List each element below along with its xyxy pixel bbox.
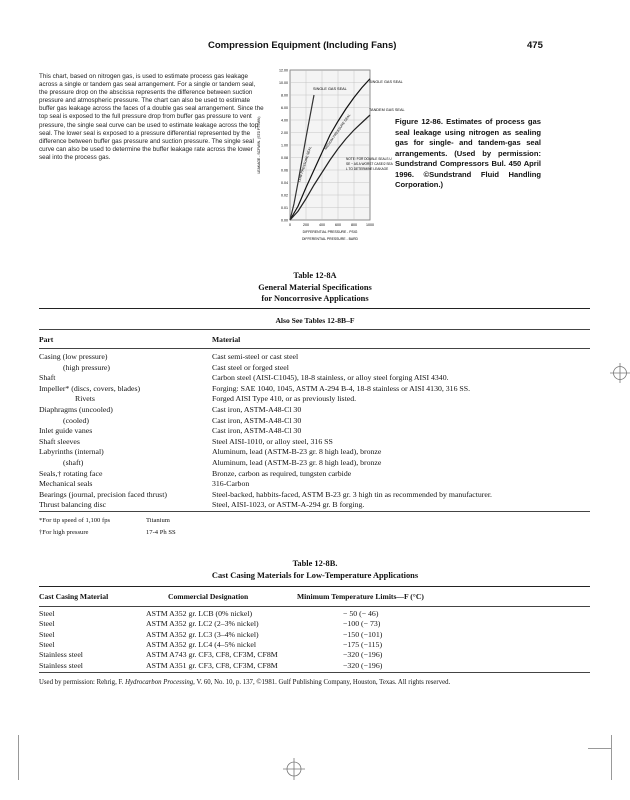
chart-annotation: SINGLE GAS SEAL bbox=[313, 87, 347, 91]
table-b-cell-designation: ASTM A352 gr. LC4 (4–5% nickel bbox=[146, 639, 257, 649]
source-suffix: V. 60, No. 10, p. 137, ©1981. Gulf Publishing Company, Houston, Texas. All rights reserved. bbox=[196, 679, 451, 686]
table-b-title bbox=[0, 558, 630, 581]
table-a-header-part: Part bbox=[39, 335, 54, 344]
y-tick-label: 0.01 bbox=[281, 206, 288, 210]
table-a-cell-part: (shaft) bbox=[63, 458, 84, 467]
table-b-cell-designation: ASTM A351 gr. CF3, CF8, CF3M, CF8M bbox=[146, 660, 278, 670]
table-a-cell-material: Steel AISI-1010, or alloy steel, 316 SS bbox=[212, 436, 333, 446]
table-a-cell-material: Cast iron, ASTM-A48-Cl 30 bbox=[212, 405, 302, 414]
chart-annotation: LOW PRESSURE SEAL bbox=[297, 145, 313, 183]
crop-mark bbox=[588, 748, 612, 749]
y-tick-label: 12.00 bbox=[279, 68, 288, 73]
chart-annotation: SE ~ AS A WORST CASE/2 SEA bbox=[346, 162, 393, 166]
table-b-cell-material: Stainless steel bbox=[39, 660, 83, 670]
leakage-chart-svg bbox=[250, 62, 405, 248]
table-a-cell-part: Impeller* (discs, covers, blades) bbox=[39, 383, 141, 393]
y-tick-label: 2.00 bbox=[281, 131, 288, 135]
table-a-footnote-value: 17-4 Ph SS bbox=[146, 529, 176, 536]
table-a-title-line: Table 12-8A bbox=[293, 271, 337, 280]
table-a-title-line: General Material Specifications bbox=[258, 282, 372, 292]
table-a-cell-material: Forging: SAE 1040, 1045, ASTM A-294 B-4, 18-8 stainless or AISI 4130, 316 SS. bbox=[212, 383, 471, 393]
table-a-cell-material: Carbon steel (AISI-C1045), 18-8 stainless, or alloy steel forging AISI 4340. bbox=[212, 373, 449, 383]
chart-annotation: SINGLE GAS SEAL bbox=[369, 80, 403, 84]
table-a-cell-part: (cooled) bbox=[63, 415, 89, 425]
source-journal: Hydrocarbon Processing, bbox=[125, 679, 195, 686]
running-head-title: Compression Equipment (Including Fans) bbox=[208, 40, 397, 51]
table-a-title bbox=[0, 270, 630, 305]
registration-mark-icon bbox=[610, 363, 630, 383]
table-b-source bbox=[39, 678, 450, 688]
table-b-cell-material: Steel bbox=[39, 609, 55, 618]
y-tick-label: 0.02 bbox=[281, 193, 288, 198]
table-a-rule bbox=[39, 348, 590, 349]
table-a-cell-part: Labyrinths (internal) bbox=[39, 447, 104, 457]
table-a-cell-material: Steel, AISI-1023, or ASTM-A-294 gr. B forging. bbox=[212, 500, 365, 510]
table-b-cell-temp: −100 (− 73) bbox=[343, 619, 381, 629]
table-a-cell-part: Mechanical seals bbox=[39, 479, 93, 489]
y-tick-label: 0.04 bbox=[281, 181, 288, 185]
x-tick-label: 1000 bbox=[366, 223, 374, 227]
table-a-title-line: for Noncorrosive Applications bbox=[261, 294, 369, 303]
table-b-title-line: Cast Casing Materials for Low-Temperature Applications bbox=[211, 570, 419, 580]
table-a-cell-part: Casing (low pressure) bbox=[39, 352, 108, 361]
chart-annotation: L TO DETERMINE LEAKAGE bbox=[346, 167, 389, 171]
y-tick-label: 8.00 bbox=[281, 93, 288, 98]
table-a-also-see: Also See Tables 12-8B–F bbox=[275, 316, 355, 325]
table-a-header-material: Material bbox=[212, 335, 241, 344]
table-a-bottom-rule bbox=[39, 511, 590, 512]
y-tick-label: 10.00 bbox=[279, 81, 288, 85]
table-b-cell-designation: ASTM A352 gr. LC3 (3–4% nickel) bbox=[146, 629, 259, 639]
table-b-header-temp: Minimum Temperature Limits—F (°C) bbox=[297, 592, 424, 601]
crop-mark bbox=[18, 735, 19, 780]
table-a-cell-part: Shaft sleeves bbox=[39, 436, 80, 446]
table-a-footnote: *For tip speed of 1,100 fps bbox=[39, 517, 111, 524]
table-b-rule bbox=[39, 606, 590, 607]
table-a-cell-material: Aluminum, lead (ASTM-B-23 gr. 8 high lead), bronze bbox=[212, 447, 382, 457]
table-a-top-rule bbox=[39, 308, 590, 309]
table-a-cell-part: Rivets bbox=[75, 394, 95, 404]
table-a-cell-material: Aluminum, lead (ASTM-B-23 gr. 8 high lead), bronze bbox=[212, 458, 382, 467]
y-tick-label: 0.00 bbox=[281, 218, 288, 223]
table-a-cell-material: Steel-backed, habbits-faced, ASTM B-23 gr. 3 high tin as recommended by manufacturer. bbox=[212, 489, 492, 499]
table-b-bottom-rule bbox=[39, 672, 590, 673]
chart-annotation: MEDIUM PRESSURE SEAL bbox=[323, 113, 352, 151]
table-b-header-material: Cast Casing Material bbox=[39, 592, 109, 601]
chart-intro-text: This chart, based on nitrogen gas, is used to estimate process gas leakage across a single or tandem gas seal arrangement. For a single or tandem seal, the pressure drop on the abscissa represents the difference between suction pressure and atmospheric pressure. The chart can also be used to estimate buffer gas leakage across the faces of a double gas seal arrangement. Since the top seal is exposed to the full pressure drop from buffer gas pressure to vent pressure, the single seal curve can be used to estimate leakage across the top seal. The lower seal is exposed to a pressure differential represented by the difference between buffer gas pressure and suction pressure. The single seal curve can also be used to determine the buffer leakage rate across the lower seal into the process gas. bbox=[39, 73, 264, 161]
table-b-cell-temp: −320 (−196) bbox=[343, 660, 383, 670]
table-a-cell-material: Bronze, carbon as required, tungsten carbide bbox=[212, 468, 352, 478]
y-tick-label: 1.00 bbox=[281, 143, 288, 148]
table-b-cell-designation: ASTM A743 gr. CF3, CF8, CF3M, CF8M bbox=[146, 650, 278, 660]
chart-annotation: TANDEM GAS SEAL bbox=[369, 108, 405, 112]
table-b-cell-designation: ASTM A352 gr. LCB (0% nickel) bbox=[146, 609, 253, 618]
table-b-cell-temp: − 50 (− 46) bbox=[343, 609, 379, 618]
table-a-cell-part: (high pressure) bbox=[63, 362, 110, 372]
table-b-cell-material: Steel bbox=[39, 639, 55, 649]
table-b-cell-material: Steel bbox=[39, 629, 55, 639]
x-axis-label-secondary: DIFFERENTIAL PRESSURE - BARD bbox=[301, 237, 359, 241]
table-b-cell-material: Steel bbox=[39, 619, 55, 629]
table-a-cell-material: Cast iron, ASTM-A48-Cl 30 bbox=[212, 415, 302, 425]
table-a-cell-part: Bearings (journal, precision faced thrust) bbox=[39, 489, 167, 499]
chart-annotation: NOTE: FOR DOUBLE SEALS U bbox=[346, 157, 392, 161]
x-tick-label: 200 bbox=[303, 223, 309, 227]
table-a-rule bbox=[39, 329, 590, 330]
table-a-cell-part: Inlet guide vanes bbox=[39, 426, 93, 436]
y-tick-label: 4.00 bbox=[281, 118, 288, 123]
table-a-cell-part: Seals,† rotating face bbox=[39, 468, 103, 478]
table-b-cell-temp: −150 (−101) bbox=[343, 629, 383, 639]
y-tick-label: 0.06 bbox=[281, 168, 288, 173]
y-tick-label: 6.00 bbox=[281, 106, 288, 110]
table-a-cell-material: Forged AISI Type 410, or as previously listed. bbox=[212, 394, 357, 404]
table-a-cell-material: Cast steel or forged steel bbox=[212, 362, 289, 372]
page-number: 475 bbox=[527, 40, 543, 51]
table-b-cell-temp: −320 (−196) bbox=[343, 650, 383, 660]
table-b-cell-designation: ASTM A352 gr. LC2 (2–3% nickel) bbox=[146, 619, 259, 629]
table-a-cell-part: Thrust balancing disc bbox=[39, 500, 107, 510]
x-axis-label: DIFFERENTIAL PRESSURE - PSIG bbox=[302, 230, 358, 234]
x-tick-label: 600 bbox=[335, 223, 341, 227]
table-a-cell-material: 316-Carbon bbox=[212, 479, 250, 489]
table-a-cell-material: Cast iron, ASTM-A48-Cl 30 bbox=[212, 426, 302, 436]
table-a-cell-part: Diaphragms (uncooled) bbox=[39, 405, 113, 414]
x-tick-label: 400 bbox=[319, 223, 325, 227]
table-a-cell-part: Shaft bbox=[39, 373, 56, 383]
table-b-header-designation: Commercial Designation bbox=[168, 592, 249, 601]
source-prefix: Used by permission: Rehrig, F. bbox=[39, 679, 124, 686]
table-b-title-line: Table 12-8B. bbox=[292, 559, 338, 568]
x-tick-label: 800 bbox=[351, 223, 357, 227]
table-b-cell-material: Stainless steel bbox=[39, 650, 83, 660]
table-a-footnote: †For high pressure bbox=[39, 529, 89, 536]
crop-mark bbox=[611, 735, 612, 780]
leakage-chart bbox=[250, 62, 405, 248]
registration-mark-icon bbox=[283, 758, 305, 780]
table-a-footnote-value: Titanium bbox=[146, 517, 170, 524]
y-axis-label: LEAKAGE - SCFM/IN. (STD FT³/MIN) bbox=[257, 116, 261, 174]
table-b-cell-temp: −175 (−115) bbox=[343, 639, 383, 649]
table-a-cell-material: Cast semi-steel or cast steel bbox=[212, 352, 299, 361]
figure-caption: Figure 12-86. Estimates of process gas seal leakage using nitrogen as sealing gas for single- and tandem-gas seal arrangements. (Used by permission: Sundstrand Compressors Bul. 450 April 1996. ©Sundstrand Fluid Handling Corporation.) bbox=[395, 117, 541, 189]
table-b-top-rule bbox=[39, 586, 590, 587]
x-tick-label: 0 bbox=[289, 223, 291, 227]
y-tick-label: 0.08 bbox=[281, 156, 288, 160]
